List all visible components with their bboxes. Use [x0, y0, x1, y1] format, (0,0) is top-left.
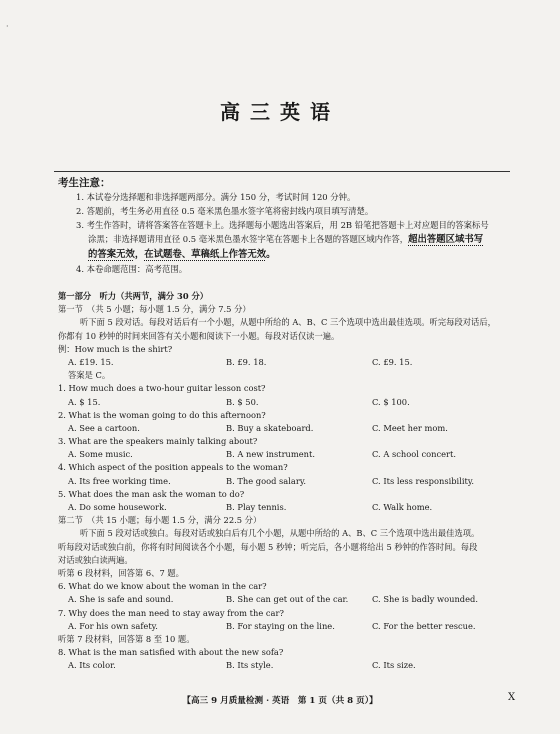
- notice-item-continued: [76, 247, 512, 262]
- option-b: B. £9. 18.: [226, 356, 267, 367]
- option-b: B. Play tennis.: [226, 502, 287, 512]
- question-options: [58, 396, 518, 409]
- notice-text: ，: [134, 249, 145, 260]
- divider: [54, 171, 510, 172]
- option-c: C. £9. 15.: [372, 356, 413, 367]
- section-instructions: 听每段对话或独白前，你将有时间阅读各个小题，每小题 5 秒钟；听完后，各小题将给出 5 秒钟的作答时间。每段: [58, 541, 478, 552]
- question: 5. What does the man ask the woman to do?: [58, 488, 245, 499]
- notice-emphasis: 的答案无效: [88, 249, 135, 260]
- option-c: C. Its size.: [372, 660, 416, 671]
- notice-item-continued: [76, 232, 512, 247]
- corner-mark: ·: [6, 22, 9, 31]
- question-options: [58, 620, 518, 633]
- question: 8. What is the man satisfied with about the new sofa?: [58, 647, 284, 658]
- notice-item: 1. 本试卷分选择题和非选择题两部分。满分 150 分，考试时间 120 分钟。: [76, 192, 356, 202]
- material-label: 听第 7 段材料，回答第 8 至 10 题。: [58, 633, 195, 644]
- option-b: B. A new instrument.: [226, 449, 315, 460]
- option-c: C. A school concert.: [372, 449, 456, 460]
- option-c: C. She is badly wounded.: [372, 594, 478, 605]
- option-a: A. Do some housework.: [68, 502, 167, 512]
- listening-section: [58, 290, 518, 672]
- option-a: A. $ 15.: [68, 396, 101, 407]
- question: 2. What is the woman going to do this afternoon?: [58, 409, 266, 420]
- option-b: B. She can get out of the car.: [226, 594, 349, 605]
- material-label: 听第 6 段材料，回答第 6、7 题。: [58, 567, 184, 578]
- notice-item: 3. 考生作答时，请将答案答在答题卡上。选择题每小题选出答案后，用 2B 铅笔把答题卡上对应题目的答案标号: [76, 220, 489, 230]
- question: 4. Which aspect of the position appeals to the woman?: [58, 462, 288, 473]
- option-b: B. Buy a skateboard.: [226, 422, 314, 433]
- option-a: A. Its color.: [68, 660, 116, 671]
- section-instructions: 听下面 5 段对话。每段对话后有一个小题，从题中所给的 A、B、C 三个选项中选出最佳选项。听完每段对话后，: [80, 317, 496, 328]
- notice-block: [76, 190, 512, 276]
- notice-text: 。: [266, 249, 276, 260]
- question-options: [58, 422, 518, 435]
- question-options: [58, 593, 518, 606]
- option-a: A. £19. 15.: [68, 356, 114, 367]
- section-heading: 第一节 （共 5 小题；每小题 1.5 分，满分 7.5 分）: [58, 304, 251, 315]
- option-b: B. Its style.: [226, 660, 274, 671]
- option-c: C. $ 100.: [372, 396, 410, 407]
- question: 7. Why does the man need to stay away from the car?: [58, 607, 284, 618]
- option-b: B. For staying on the line.: [226, 620, 335, 631]
- option-a: A. For his own safety.: [68, 620, 158, 631]
- option-a: A. She is safe and sound.: [68, 594, 174, 605]
- example-options: [58, 356, 518, 369]
- option-b: B. $ 50.: [226, 396, 259, 407]
- option-c: C. Its less responsibility.: [372, 475, 475, 486]
- notice-heading: 考生注意：: [58, 177, 111, 189]
- page-footer: 【高三 9 月质量检测 · 英语 第 1 页（共 8 页）】: [182, 696, 378, 706]
- notice-emphasis: 超出答题区域书写: [408, 234, 484, 245]
- question-options: [58, 475, 518, 488]
- question: 1. How much does a two-hour guitar lesson cost?: [58, 383, 266, 394]
- option-c: C. Walk home.: [372, 502, 433, 512]
- question-options: [58, 448, 518, 461]
- option-a: A. Its free working time.: [68, 475, 171, 486]
- question: 6. What do we know about the woman in the car?: [58, 581, 267, 592]
- option-c: C. For the better rescue.: [372, 620, 476, 631]
- notice-emphasis: 在试题卷、草稿纸上作答无效: [144, 249, 267, 260]
- section-heading: 第二节 （共 15 小题；每小题 1.5 分，满分 22.5 分）: [58, 515, 262, 526]
- example-answer: 答案是 C。: [68, 370, 111, 381]
- section-instructions: 你都有 10 秒钟的时间来回答有关小题和阅读下一小题。每段对话仅读一遍。: [58, 330, 340, 341]
- question-options: [58, 501, 518, 514]
- question-options: [58, 659, 518, 672]
- question: 3. What are the speakers mainly talking about?: [58, 436, 258, 447]
- footer-mark: X: [508, 692, 516, 703]
- option-a: A. See a cartoon.: [68, 422, 140, 433]
- notice-item: 4. 本卷命题范围：高考范围。: [76, 264, 188, 274]
- option-a: A. Some music.: [68, 449, 133, 460]
- section-instructions: 对话或独白读两遍。: [58, 554, 133, 565]
- option-b: B. The good salary.: [226, 475, 307, 486]
- part-heading: 第一部分 听力（共两节，满分 30 分）: [58, 291, 209, 301]
- option-c: C. Meet her mom.: [372, 422, 448, 433]
- notice-item: 2. 答题前，考生务必用直径 0.5 毫米黑色墨水签字笔将密封线内项目填写清楚。: [76, 206, 374, 216]
- section-instructions: 听下面 5 段对话或独白。每段对话或独白后有几个小题，从题中所给的 A、B、C 三个选项中选出最佳选项。: [80, 528, 480, 539]
- notice-text: 涂黑；非选择题请用直径 0.5 毫米黑色墨水签字笔在答题卡上各题的答题区域内作答，: [88, 234, 409, 244]
- example-question: 例：How much is the shirt?: [58, 343, 173, 354]
- page-title: 高三英语: [220, 100, 340, 124]
